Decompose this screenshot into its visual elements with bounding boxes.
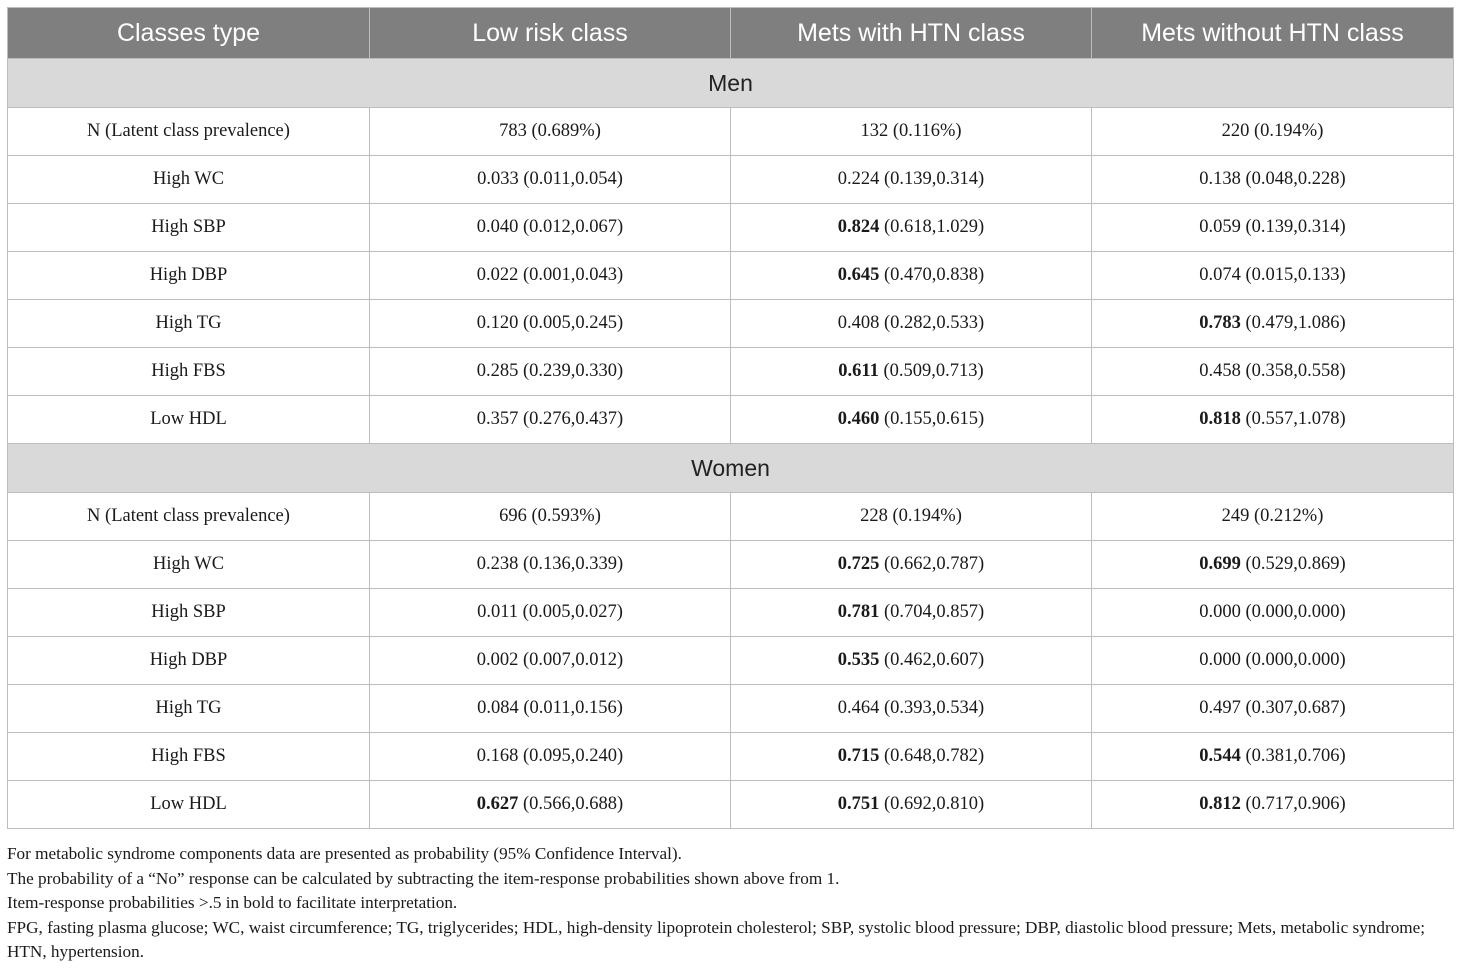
- cell-value: (0.529,0.869): [1240, 554, 1346, 574]
- row-label: High TG: [8, 685, 370, 733]
- cell-value: (0.381,0.706): [1240, 746, 1346, 766]
- bold-estimate: 0.725: [837, 554, 880, 574]
- table-cell: [1092, 685, 1454, 733]
- table-cell: [370, 252, 731, 300]
- cell-value: 0.224 (0.139,0.314): [837, 169, 985, 189]
- row-label: High FBS: [8, 348, 370, 396]
- row-label: High SBP: [8, 204, 370, 252]
- bold-estimate: 0.645: [837, 265, 880, 285]
- footnote: The probability of a “No” response can be calculated by subtracting the item-response probabilities shown above from 1.: [7, 868, 840, 888]
- table-row: [8, 733, 1454, 781]
- table-cell: [1092, 541, 1454, 589]
- table-cell: [1092, 252, 1454, 300]
- bold-estimate: 0.715: [837, 746, 880, 766]
- cell-value: (0.704,0.857): [879, 602, 985, 622]
- section-title: Women: [8, 444, 1454, 493]
- cell-value: (0.155,0.615): [879, 409, 985, 429]
- table-cell: [731, 493, 1092, 541]
- table-cell: [731, 685, 1092, 733]
- row-label: High WC: [8, 156, 370, 204]
- row-label: N (Latent class prevalence): [8, 493, 370, 541]
- cell-value: 0.011 (0.005,0.027): [477, 602, 623, 622]
- cell-value: (0.470,0.838): [879, 265, 985, 285]
- table-row: [8, 204, 1454, 252]
- table-cell: [370, 156, 731, 204]
- table-cell: [1092, 156, 1454, 204]
- footnote: Item-response probabilities >.5 in bold to facilitate interpretation.: [7, 893, 458, 913]
- table-cell: [731, 156, 1092, 204]
- cell-value: 249 (0.212%): [1221, 506, 1324, 526]
- cell-value: 0.074 (0.015,0.133): [1199, 265, 1346, 285]
- table-row: [8, 348, 1454, 396]
- section-title: Men: [8, 59, 1454, 108]
- cell-value: 0.000 (0.000,0.000): [1199, 602, 1346, 622]
- cell-value: 0.000 (0.000,0.000): [1199, 650, 1346, 670]
- table-cell: [370, 300, 731, 348]
- cell-value: (0.717,0.906): [1240, 794, 1346, 814]
- table-cell: [731, 108, 1092, 156]
- table-row: [8, 252, 1454, 300]
- table-cell: [1092, 348, 1454, 396]
- row-label: High TG: [8, 300, 370, 348]
- cell-value: (0.648,0.782): [879, 746, 985, 766]
- table-row: [8, 589, 1454, 637]
- header-mets-with-htn: Mets with HTN class: [731, 8, 1092, 59]
- table-row: [8, 541, 1454, 589]
- cell-value: (0.692,0.810): [879, 794, 985, 814]
- table-body: [8, 59, 1454, 829]
- cell-value: 783 (0.689%): [499, 121, 601, 141]
- cell-value: 0.497 (0.307,0.687): [1199, 698, 1346, 718]
- table-cell: [370, 541, 731, 589]
- bold-estimate: 0.460: [837, 409, 880, 429]
- table-cell: [1092, 396, 1454, 444]
- table-footnotes: [7, 842, 1453, 965]
- bold-estimate: 0.812: [1199, 794, 1241, 814]
- table-cell: [731, 300, 1092, 348]
- table-cell: [731, 589, 1092, 637]
- table-cell: [370, 493, 731, 541]
- table-cell: [731, 396, 1092, 444]
- cell-value: (0.662,0.787): [879, 554, 985, 574]
- table-cell: [1092, 637, 1454, 685]
- footnote: FPG, fasting plasma glucose; WC, waist circumference; TG, triglycerides; HDL, high-density lipoprotein cholesterol; SBP, systolic blood pressure; DBP, diastolic blood pressure; Mets, metabolic syndrome; HTN, hypertension.: [7, 917, 1426, 962]
- header-low-risk: Low risk class: [370, 8, 731, 59]
- table-row: [8, 493, 1454, 541]
- table-cell: [370, 781, 731, 829]
- cell-value: 132 (0.116%): [860, 121, 962, 141]
- table-cell: [1092, 781, 1454, 829]
- table-cell: [731, 541, 1092, 589]
- cell-value: 0.238 (0.136,0.339): [476, 554, 624, 574]
- bold-estimate: 0.783: [1199, 313, 1241, 333]
- row-label: High WC: [8, 541, 370, 589]
- table-cell: [1092, 300, 1454, 348]
- cell-value: (0.618,1.029): [879, 217, 985, 237]
- results-table-container: [7, 7, 1453, 829]
- row-label: High DBP: [8, 637, 370, 685]
- table-row: [8, 396, 1454, 444]
- cell-value: 220 (0.194%): [1221, 121, 1324, 141]
- row-label: High SBP: [8, 589, 370, 637]
- table-cell: [1092, 589, 1454, 637]
- cell-value: 228 (0.194%): [860, 506, 962, 526]
- table-cell: [370, 733, 731, 781]
- cell-value: (0.557,1.078): [1240, 409, 1346, 429]
- section-row: [8, 444, 1454, 493]
- table-cell: [1092, 733, 1454, 781]
- cell-value: (0.509,0.713): [878, 361, 984, 381]
- table-cell: [370, 204, 731, 252]
- cell-value: (0.566,0.688): [518, 794, 624, 814]
- cell-value: 0.120 (0.005,0.245): [476, 313, 624, 333]
- bold-estimate: 0.824: [837, 217, 880, 237]
- cell-value: 0.408 (0.282,0.533): [837, 313, 985, 333]
- cell-value: 0.084 (0.011,0.156): [477, 698, 623, 718]
- results-table: [7, 7, 1454, 829]
- bold-estimate: 0.818: [1199, 409, 1241, 429]
- row-label: Low HDL: [8, 781, 370, 829]
- header-mets-without-htn: Mets without HTN class: [1092, 8, 1454, 59]
- cell-value: 0.464 (0.393,0.534): [837, 698, 985, 718]
- table-cell: [731, 637, 1092, 685]
- table-cell: [1092, 493, 1454, 541]
- cell-value: 0.458 (0.358,0.558): [1199, 361, 1346, 381]
- table-row: [8, 685, 1454, 733]
- cell-value: 0.168 (0.095,0.240): [476, 746, 624, 766]
- cell-value: 0.357 (0.276,0.437): [476, 409, 624, 429]
- table-cell: [731, 733, 1092, 781]
- table-cell: [731, 252, 1092, 300]
- row-label: Low HDL: [8, 396, 370, 444]
- table-row: [8, 156, 1454, 204]
- table-row: [8, 300, 1454, 348]
- table-cell: [370, 108, 731, 156]
- cell-value: 0.285 (0.239,0.330): [476, 361, 624, 381]
- bold-estimate: 0.751: [837, 794, 880, 814]
- table-cell: [370, 589, 731, 637]
- bold-estimate: 0.535: [837, 650, 880, 670]
- bold-estimate: 0.544: [1199, 746, 1241, 766]
- cell-value: 0.040 (0.012,0.067): [476, 217, 624, 237]
- table-cell: [1092, 204, 1454, 252]
- cell-value: 0.022 (0.001,0.043): [476, 265, 624, 285]
- table-cell: [370, 637, 731, 685]
- table-cell: [1092, 108, 1454, 156]
- section-row: [8, 59, 1454, 108]
- cell-value: 696 (0.593%): [499, 506, 601, 526]
- table-row: [8, 108, 1454, 156]
- cell-value: (0.479,1.086): [1240, 313, 1346, 333]
- bold-estimate: 0.699: [1199, 554, 1241, 574]
- row-label: High FBS: [8, 733, 370, 781]
- table-cell: [731, 781, 1092, 829]
- table-cell: [370, 348, 731, 396]
- table-header-row: [8, 8, 1454, 59]
- table-cell: [370, 685, 731, 733]
- table-cell: [370, 396, 731, 444]
- cell-value: 0.033 (0.011,0.054): [477, 169, 623, 189]
- header-classes-type: Classes type: [8, 8, 370, 59]
- cell-value: (0.462,0.607): [879, 650, 985, 670]
- table-row: [8, 781, 1454, 829]
- row-label: High DBP: [8, 252, 370, 300]
- bold-estimate: 0.611: [838, 361, 879, 381]
- cell-value: 0.138 (0.048,0.228): [1199, 169, 1346, 189]
- footnote: For metabolic syndrome components data are presented as probability (95% Confidence Interval).: [7, 844, 682, 863]
- row-label: N (Latent class prevalence): [8, 108, 370, 156]
- bold-estimate: 0.781: [837, 602, 880, 622]
- table-cell: [731, 204, 1092, 252]
- cell-value: 0.059 (0.139,0.314): [1199, 217, 1346, 237]
- cell-value: 0.002 (0.007,0.012): [476, 650, 624, 670]
- bold-estimate: 0.627: [476, 794, 519, 814]
- table-cell: [731, 348, 1092, 396]
- table-row: [8, 637, 1454, 685]
